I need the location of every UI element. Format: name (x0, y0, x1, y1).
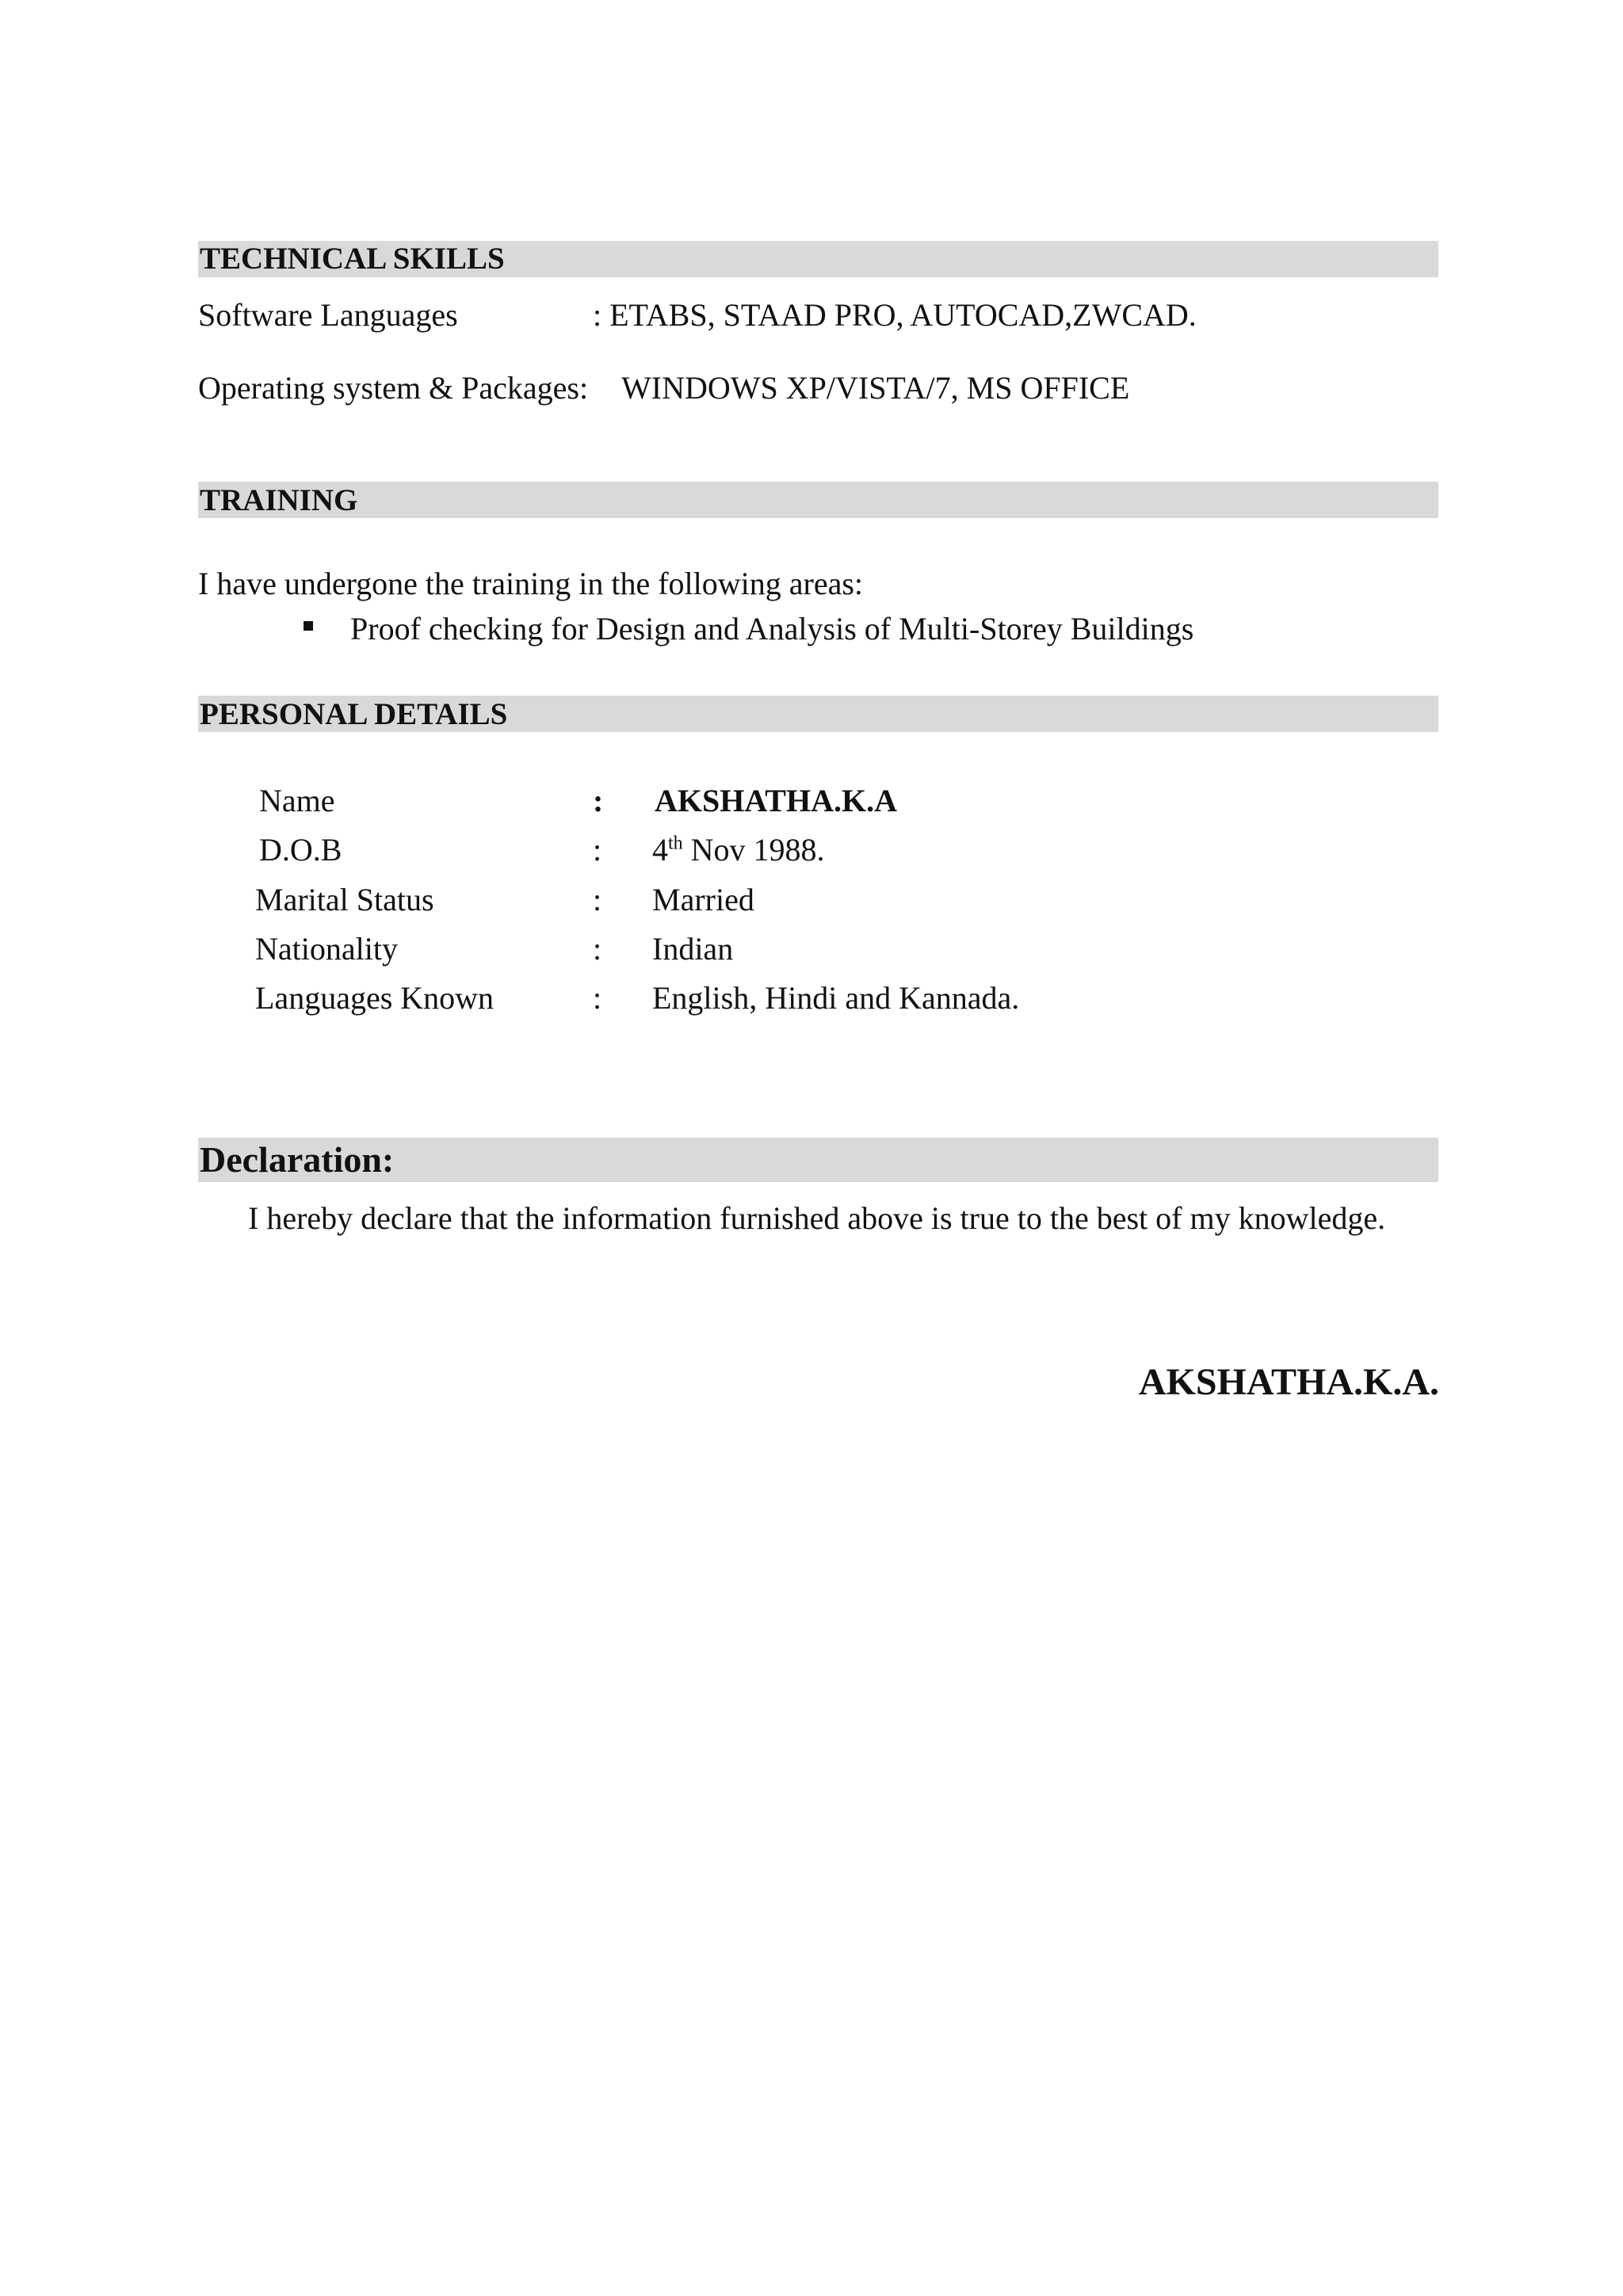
signature-name: AKSHATHA.K.A. (1138, 1361, 1439, 1403)
software-languages-label: Software Languages (198, 297, 458, 333)
personal-details-title: PERSONAL DETAILS (200, 697, 508, 731)
training-intro: I have undergone the training in the following areas: (198, 566, 864, 601)
dob-day: 4 (652, 832, 668, 868)
marital-status-value: Married (652, 882, 754, 917)
software-languages-value: : ETABS, STAAD PRO, AUTOCAD,ZWCAD. (593, 297, 1197, 333)
nationality-colon: : (593, 931, 602, 967)
name-label: Name (259, 783, 335, 818)
marital-status-colon: : (593, 882, 602, 917)
dob-label: D.O.B (259, 832, 342, 868)
training-title: TRAINING (200, 483, 358, 517)
nationality-value: Indian (652, 931, 734, 967)
name-value: AKSHATHA.K.A (655, 783, 897, 818)
languages-known-value: English, Hindi and Kannada. (652, 980, 1020, 1016)
dob-value (652, 832, 825, 868)
name-colon: : (593, 783, 604, 818)
operating-system-label: Operating system & Packages: (198, 370, 589, 406)
training-header-bar (198, 482, 1438, 518)
dob-month-year: Nov 1988. (682, 832, 825, 868)
declaration-text: I hereby declare that the information furnished above is true to the best of my knowledge. (248, 1200, 1386, 1236)
operating-system-value: WINDOWS XP/VISTA/7, MS OFFICE (621, 370, 1130, 406)
dob-colon: : (593, 832, 602, 868)
declaration-title: Declaration: (200, 1139, 395, 1180)
technical-skills-title: TECHNICAL SKILLS (200, 242, 505, 276)
languages-known-label: Languages Known (255, 980, 495, 1016)
training-bullet-icon (304, 621, 313, 631)
nationality-label: Nationality (255, 931, 398, 967)
marital-status-label: Marital Status (255, 882, 434, 917)
languages-known-colon: : (593, 980, 602, 1016)
training-item: Proof checking for Design and Analysis of Multi-Storey Buildings (350, 611, 1194, 646)
dob-suffix: th (668, 833, 683, 854)
